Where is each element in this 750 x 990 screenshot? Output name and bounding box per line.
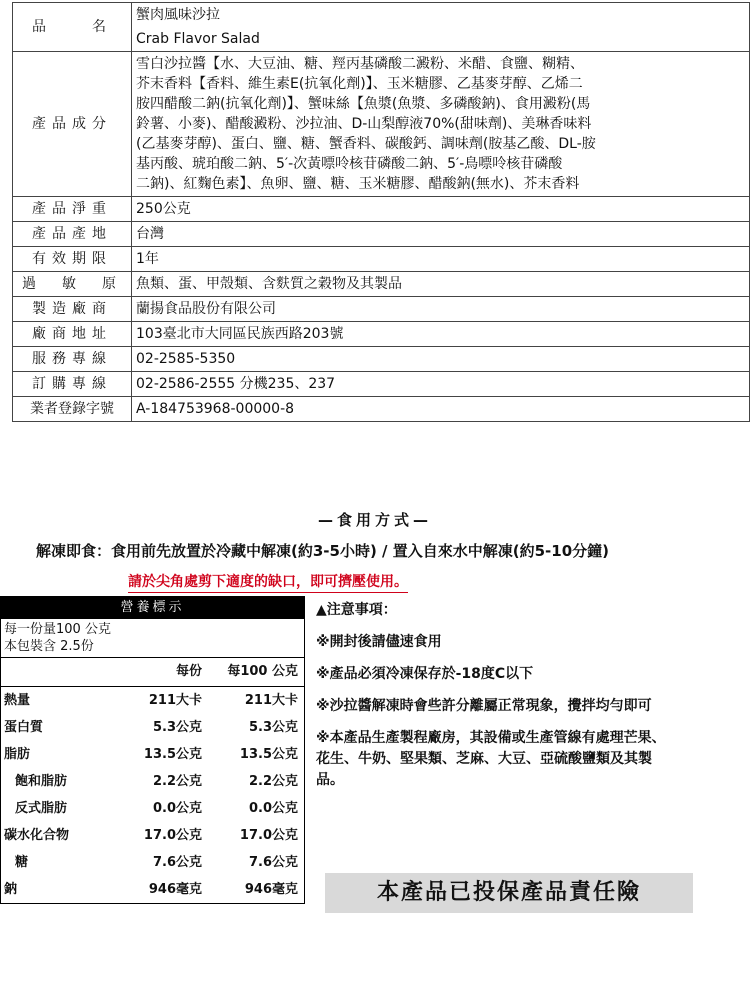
nutrition-row <box>1 714 304 741</box>
spec-row-ingredients <box>13 52 750 197</box>
ingredients-line: (乙基麥芽醇)、蛋白、鹽、糖、蟹香料、碳酸鈣、調味劑(胺基乙酸、DL-胺 <box>136 136 596 152</box>
spec-row <box>13 197 750 222</box>
spec-label: 廠商地址 <box>13 322 132 347</box>
spec-value: 台灣 <box>132 222 750 247</box>
serving-size: 每一份量100 公克 <box>4 622 111 637</box>
spec-value: 02-2586-2555 分機235、237 <box>132 372 750 397</box>
per-serving-value: 7.6公克 <box>152 855 202 870</box>
spec-value: 02-2585-5350 <box>132 347 750 372</box>
spec-row <box>13 297 750 322</box>
note-3: ※沙拉醬解凍時會些許分離屬正常現象，攪拌均勻即可 <box>316 698 652 714</box>
spec-value: 魚類、蛋、甲殼類、含麩質之穀物及其製品 <box>132 272 750 297</box>
nutrition-header: 營養標示 <box>1 597 304 619</box>
spec-value: 103臺北市大同區民族西路203號 <box>132 322 750 347</box>
spec-label: 產品產地 <box>13 222 132 247</box>
per-100g-value: 2.2公克 <box>248 774 298 789</box>
ingredients-line: 胺四醋酸二鈉(抗氧化劑)】、蟹味絲【魚漿(魚漿、多磷酸鈉)、食用澱粉(馬 <box>136 96 591 112</box>
spec-label: 有效期限 <box>13 247 132 272</box>
ingredients-line: 基丙酸、琥珀酸二鈉、5′-次黃嘌呤核苷磷酸二鈉、5′-鳥嘌呤核苷磷酸 <box>136 156 563 172</box>
spec-label: 製造廠商 <box>13 297 132 322</box>
col-per-100g: 每100 公克 <box>227 664 298 679</box>
per-100g-value: 211大卡 <box>244 693 298 708</box>
nutrition-row <box>1 876 304 903</box>
per-100g-value: 17.0公克 <box>239 828 298 843</box>
nutrient-name: 熱量 <box>4 693 31 708</box>
note-4-line: 品。 <box>316 772 344 788</box>
per-100g-value: 13.5公克 <box>239 747 298 762</box>
per-100g-value: 946毫克 <box>244 882 298 897</box>
nutrient-name: 脂肪 <box>4 747 31 762</box>
per-100g-value: 0.0公克 <box>248 801 298 816</box>
usage-method-title: —食用方式— <box>317 511 432 529</box>
spec-value: A-184753968-00000-8 <box>132 397 750 422</box>
spec-label: 訂購專線 <box>13 372 132 397</box>
spec-label: 業者登錄字號 <box>13 397 132 422</box>
ingredients-line: 雪白沙拉醬【水、大豆油、糖、羥丙基磷酸二澱粉、米醋、食鹽、糊精、 <box>136 56 584 72</box>
per-serving-value: 946毫克 <box>148 882 202 897</box>
spec-value: 1年 <box>132 247 750 272</box>
product-spec-table <box>12 2 750 422</box>
spec-row <box>13 247 750 272</box>
col-per-serving: 每份 <box>175 664 202 679</box>
ingredients-line: 芥末香料【香料、維生素E(抗氧化劑)】、玉米糖膠、乙基麥芽醇、乙烯二 <box>136 76 583 92</box>
nutrition-row <box>1 687 304 714</box>
per-serving-value: 5.3公克 <box>152 720 202 735</box>
nutrition-row <box>1 849 304 876</box>
ingredients-label: 產品成分 <box>13 52 132 197</box>
precautions <box>316 600 750 791</box>
per-serving-value: 13.5公克 <box>143 747 202 762</box>
nutrient-name: 碳水化合物 <box>4 828 70 843</box>
note-2: ※產品必須冷凍保存於-18度C以下 <box>316 666 534 682</box>
note-4-line: 花生、牛奶、堅果類、芝麻、大豆、亞硫酸鹽類及其製 <box>316 751 652 767</box>
note-4 <box>316 728 750 791</box>
nutrition-row <box>1 822 304 849</box>
product-name-en: Crab Flavor Salad <box>136 31 260 47</box>
spec-label: 產品淨重 <box>13 197 132 222</box>
note-4-line: ※本產品生產製程廠房，其設備或生產管線有處理芒果、 <box>316 730 666 746</box>
spec-row <box>13 222 750 247</box>
spec-row <box>13 397 750 422</box>
precautions-title: ▲注意事項： <box>316 602 397 618</box>
spec-row <box>13 347 750 372</box>
product-name-zh: 蟹肉風味沙拉 <box>136 7 220 23</box>
spec-row-name <box>13 3 750 52</box>
ingredients-line: 鈴薯、小麥)、醋酸澱粉、沙拉油、D-山梨醇液70%(甜味劑)、美琳香味料 <box>136 116 592 132</box>
spec-label: 服務專線 <box>13 347 132 372</box>
spec-value: 蘭揚食品股份有限公司 <box>132 297 750 322</box>
thaw-instructions: 解凍即食：食用前先放置於冷藏中解凍(約3-5小時) / 置入自來水中解凍(約5-10分鐘) <box>36 542 609 560</box>
ingredients-text <box>132 52 750 197</box>
nutrient-name: 反式脂肪 <box>15 801 68 816</box>
per-100g-value: 5.3公克 <box>248 720 298 735</box>
product-name-label: 品 名 <box>13 3 132 52</box>
spec-row <box>13 322 750 347</box>
per-serving-value: 2.2公克 <box>152 774 202 789</box>
cut-tip: 請於尖角處剪下適度的缺口，即可擠壓使用。 <box>128 571 408 593</box>
spec-label: 過 敏 原 <box>13 272 132 297</box>
note-1: ※開封後請儘速食用 <box>316 634 442 650</box>
per-serving-value: 211大卡 <box>148 693 202 708</box>
nutrition-row <box>1 768 304 795</box>
nutrition-row <box>1 795 304 822</box>
insurance-banner: 本產品已投保產品責任險 <box>325 873 693 913</box>
ingredients-line: 二鈉)、紅麴色素】、魚卵、鹽、糖、玉米糖膠、醋酸鈉(無水)、芥末香料 <box>136 176 580 192</box>
nutrition-column-headers <box>1 658 304 687</box>
per-serving-value: 0.0公克 <box>152 801 202 816</box>
servings-per-package: 本包裝含 2.5份 <box>4 639 94 654</box>
per-100g-value: 7.6公克 <box>248 855 298 870</box>
nutrient-name: 鈉 <box>4 882 18 897</box>
spec-row <box>13 272 750 297</box>
spec-row <box>13 372 750 397</box>
nutrition-row <box>1 741 304 768</box>
nutrient-name: 飽和脂肪 <box>15 774 68 789</box>
spec-value: 250公克 <box>132 197 750 222</box>
per-serving-value: 17.0公克 <box>143 828 202 843</box>
nutrient-name: 糖 <box>15 855 29 870</box>
nutrition-facts-table <box>0 596 305 904</box>
nutrient-name: 蛋白質 <box>4 720 44 735</box>
